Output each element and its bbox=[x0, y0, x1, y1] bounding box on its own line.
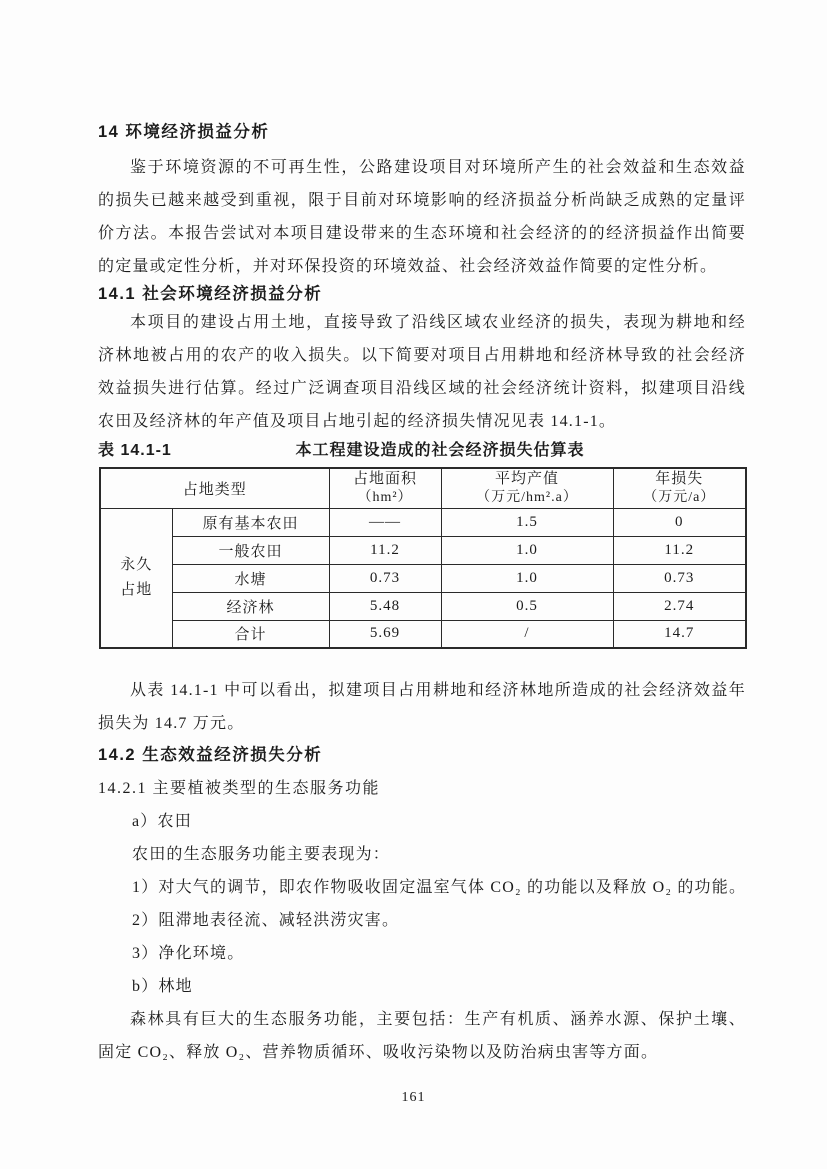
header-area-title: 占地面积 bbox=[353, 470, 418, 487]
table-row bbox=[100, 592, 746, 620]
table-total-row bbox=[100, 620, 746, 648]
cell-area: —— bbox=[329, 508, 441, 536]
header-annual-loss-title: 年损失 bbox=[655, 470, 704, 487]
list-item-3-purify: 3）净化环境。 bbox=[132, 945, 245, 962]
header-avg-output-title: 平均产值 bbox=[495, 470, 560, 487]
section-heading-14-2: 14.2 生态效益经济损失分析 bbox=[98, 746, 323, 764]
cell-type: 一般农田 bbox=[172, 536, 329, 564]
paragraph-land-occupation: 本项目的建设占用土地，直接导致了沿线区域农业经济的损失，表现为耕地和经济林地被占用的农产的收入损失。以下简要对项目占用耕地和经济林导致的社会经济效益损失进行估算。经过广泛调查项目沿线区域的社会经济统计资料，拟建项目沿线农田及经济林的年产值及项目占地引起的经济损失情况见表 14.1-1。 bbox=[98, 314, 746, 430]
cell-type: 经济林 bbox=[172, 592, 329, 620]
table-row bbox=[100, 564, 746, 592]
header-area bbox=[329, 468, 441, 508]
cell-loss: 0 bbox=[613, 508, 746, 536]
list-item-a-farmland: a）农田 bbox=[132, 813, 192, 830]
cell-value: / bbox=[441, 620, 613, 648]
cell-type: 合计 bbox=[172, 620, 329, 648]
cell-loss: 14.7 bbox=[613, 620, 746, 648]
cell-loss: 2.74 bbox=[613, 592, 746, 620]
paragraph-intro: 鉴于环境资源的不可再生性，公路建设项目对环境所产生的社会效益和生态效益的损失已越来越受到重视，限于目前对环境影响的经济损益分析尚缺乏成熟的定量评价方法。本报告尝试对本项目建设带来的生态环境和社会经济的的经济损益作出简要的定量或定性分析，并对环保投资的环境效益、社会经济效益作简要的定性分析。 bbox=[98, 159, 746, 275]
section-heading-14-1: 14.1 社会环境经济损益分析 bbox=[98, 285, 323, 303]
header-annual-loss bbox=[613, 468, 746, 508]
header-avg-output bbox=[441, 468, 613, 508]
paragraph-forest-services: 森林具有巨大的生态服务功能，主要包括：生产有机质、涵养水源、保护土壤、固定 CO₂、释放 O₂、营养物质循环、吸收污染物以及防治病虫害等方面。 bbox=[98, 1011, 746, 1061]
cell-value: 1.0 bbox=[441, 536, 613, 564]
list-item-b-forest: b）林地 bbox=[132, 978, 193, 995]
cell-area: 11.2 bbox=[329, 536, 441, 564]
cell-value: 0.5 bbox=[441, 592, 613, 620]
table-caption bbox=[98, 434, 746, 467]
table-caption-label: 表 14.1-1 bbox=[98, 442, 172, 459]
table-row bbox=[100, 508, 746, 536]
section-heading-14-2-1: 14.2.1 主要植被类型的生态服务功能 bbox=[98, 780, 381, 797]
cell-type: 水塘 bbox=[172, 564, 329, 592]
header-avg-output-unit: （万元/hm².a） bbox=[476, 489, 578, 505]
list-item-1-atmosphere: 1）对大气的调节，即农作物吸收固定温室气体 CO₂ 的功能以及释放 O₂ 的功能。 bbox=[132, 879, 747, 896]
cell-loss: 0.73 bbox=[613, 564, 746, 592]
cell-value: 1.0 bbox=[441, 564, 613, 592]
cell-type: 原有基本农田 bbox=[172, 508, 329, 536]
table-caption-title: 本工程建设造成的社会经济损失估算表 bbox=[295, 442, 585, 459]
paragraph-table-conclusion: 从表 14.1-1 中可以看出，拟建项目占用耕地和经济林地所造成的社会经济效益年损失为 14.7 万元。 bbox=[98, 682, 746, 732]
cell-area: 0.73 bbox=[329, 564, 441, 592]
table-header-row bbox=[100, 468, 746, 508]
header-annual-loss-unit: （万元/a） bbox=[643, 489, 716, 505]
header-area-unit: （hm²） bbox=[357, 489, 413, 505]
page-number: 161 bbox=[401, 1090, 426, 1105]
social-economic-loss-table bbox=[99, 467, 747, 649]
table-row bbox=[100, 536, 746, 564]
group-cell-permanent-occupation bbox=[100, 508, 172, 648]
cell-area: 5.48 bbox=[329, 592, 441, 620]
list-item-2-runoff: 2）阻滞地表径流、减轻洪涝灾害。 bbox=[132, 912, 400, 929]
cell-value: 1.5 bbox=[441, 508, 613, 536]
farmland-intro-line: 农田的生态服务功能主要表现为： bbox=[132, 846, 391, 863]
cell-area: 5.69 bbox=[329, 620, 441, 648]
section-heading-14: 14 环境经济损益分析 bbox=[98, 123, 270, 141]
cell-loss: 11.2 bbox=[613, 536, 746, 564]
header-landuse-type: 占地类型 bbox=[100, 468, 329, 508]
group-label: 永久占地 bbox=[120, 556, 153, 598]
